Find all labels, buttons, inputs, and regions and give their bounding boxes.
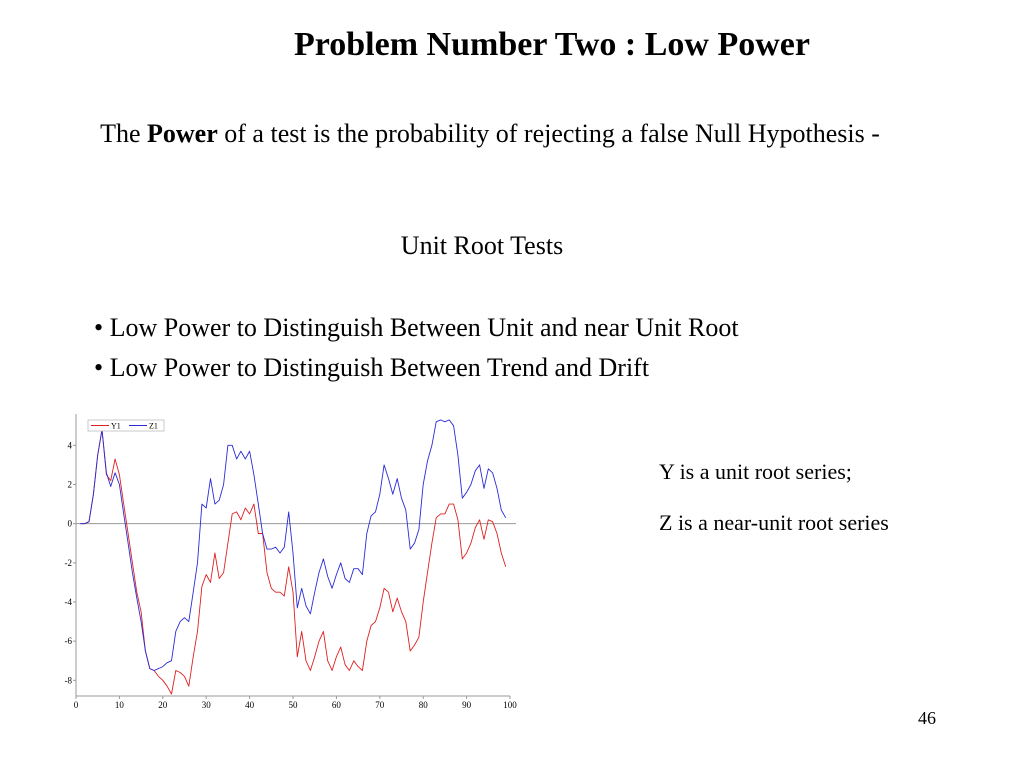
legend-label-z1: Z1 bbox=[149, 421, 158, 431]
x-tick-label: 0 bbox=[73, 700, 79, 710]
y-tick-label: 0 bbox=[67, 518, 72, 529]
y-tick-label: -2 bbox=[64, 557, 72, 568]
y-tick-label: -6 bbox=[64, 636, 72, 647]
x-tick-label: 20 bbox=[158, 700, 168, 710]
bullet-item-1: • Low Power to Distinguish Between Unit and near Unit Root bbox=[94, 313, 739, 342]
bullet-list bbox=[94, 308, 739, 388]
x-tick-label: 60 bbox=[331, 700, 341, 710]
x-tick-label: 70 bbox=[375, 700, 385, 710]
x-tick-label: 10 bbox=[114, 700, 124, 710]
x-tick-label: 80 bbox=[418, 700, 428, 710]
x-tick-label: 30 bbox=[201, 700, 211, 710]
slide-title: Problem Number Two : Low Power bbox=[294, 26, 810, 63]
power-definition bbox=[90, 113, 890, 155]
y-tick-label: -4 bbox=[64, 597, 72, 607]
x-tick-label: 50 bbox=[288, 700, 298, 710]
y-tick-label: -8 bbox=[64, 675, 72, 686]
bullet-item-2: • Low Power to Distinguish Between Trend and Drift bbox=[94, 353, 650, 382]
y-tick-label: 4 bbox=[67, 440, 72, 451]
unit-root-line-chart bbox=[56, 410, 526, 712]
note-z-series: Z is a near-unit root series bbox=[659, 510, 889, 535]
x-tick-label: 90 bbox=[462, 700, 472, 710]
definition-bold-term: Power bbox=[147, 119, 218, 148]
y-tick-label: 2 bbox=[67, 479, 72, 490]
definition-post: of a test is the probability of rejecting a false Null Hypothesis - bbox=[217, 119, 880, 148]
slide-page-number: 46 bbox=[918, 708, 936, 728]
series-line-z1 bbox=[80, 420, 505, 671]
legend-label-y1: Y1 bbox=[111, 421, 121, 431]
x-tick-label: 40 bbox=[245, 700, 255, 710]
series-line-y1 bbox=[80, 430, 505, 694]
x-tick-label: 100 bbox=[503, 700, 517, 710]
note-y-series: Y is a unit root series; bbox=[659, 459, 852, 484]
definition-pre: The bbox=[100, 119, 148, 148]
section-subheading: Unit Root Tests bbox=[400, 231, 564, 260]
